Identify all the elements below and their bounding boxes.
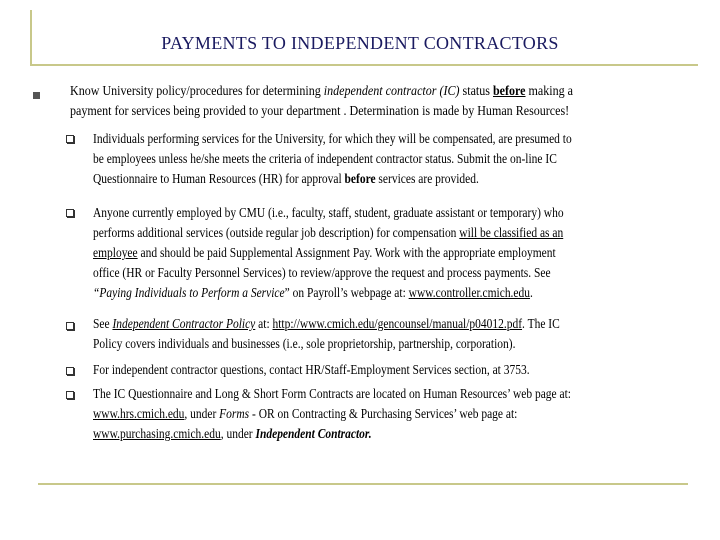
purchasing-link[interactable]: www.purchasing.cmich.edu: [93, 427, 221, 442]
list-item: Individuals performing services for the University, for which they will be compensated, are presumed to be employees unless he/she meets the criteria of independent contractor status. Submit the on-line IC Questionnaire to Human Resources (HR) for approval before services are provided.: [93, 132, 572, 187]
controller-link[interactable]: www.controller.cmich.edu: [408, 286, 531, 301]
checkbox-bullet-icon: [66, 322, 74, 330]
page-title: PAYMENTS TO INDEPENDENT CONTRACTORS: [161, 33, 559, 53]
list-item: Anyone currently employed by CMU (i.e., faculty, staff, student, graduate assistant or temporary) who performs additional services (outside regular job description) for compensation will be classified as an employee and should be paid Supplemental Assignment Pay. Work with the appropriate employment office (HR or Faculty Personnel Services) to review/approve the request and process payments. See “Paying Individuals to Perform a Service” on Payroll’s webpage at: www.controller.cmich.edu.: [93, 206, 564, 301]
checkbox-bullet-icon: [66, 209, 74, 217]
list-item: See Independent Contractor Policy at: http://www.cmich.edu/gencounsel/manual/p04012.pdf. The IC Policy covers individuals and businesses (i.e., sole proprietorship, partnership, corporation).: [93, 317, 560, 352]
list-item: For independent contractor questions, contact HR/Staff-Employment Services section, at 3753.: [93, 363, 530, 378]
main-bullet-text: Know University policy/procedures for determining independent contractor (IC) status before making a payment for services being provided to your department . Determination is made by Human Resources!: [70, 84, 574, 119]
list-item: The IC Questionnaire and Long & Short Form Contracts are located on Human Resources’ web page at: www.hrs.cmich.edu, under Forms - OR on Contracting & Purchasing Services’ web page at: www.purchasing.cmich.edu, under Independent Contractor.: [93, 387, 571, 442]
checkbox-bullet-icon: [66, 135, 74, 143]
hrs-link[interactable]: www.hrs.cmich.edu: [93, 407, 185, 422]
frame-horizontal-line: [30, 64, 698, 66]
bottom-divider: [38, 483, 688, 485]
policy-link[interactable]: http://www.cmich.edu/gencounsel/manual/p04012.pdf: [272, 317, 523, 332]
main-bullet-icon: [33, 92, 40, 99]
checkbox-bullet-icon: [66, 367, 74, 375]
checkbox-bullet-icon: [66, 391, 74, 399]
